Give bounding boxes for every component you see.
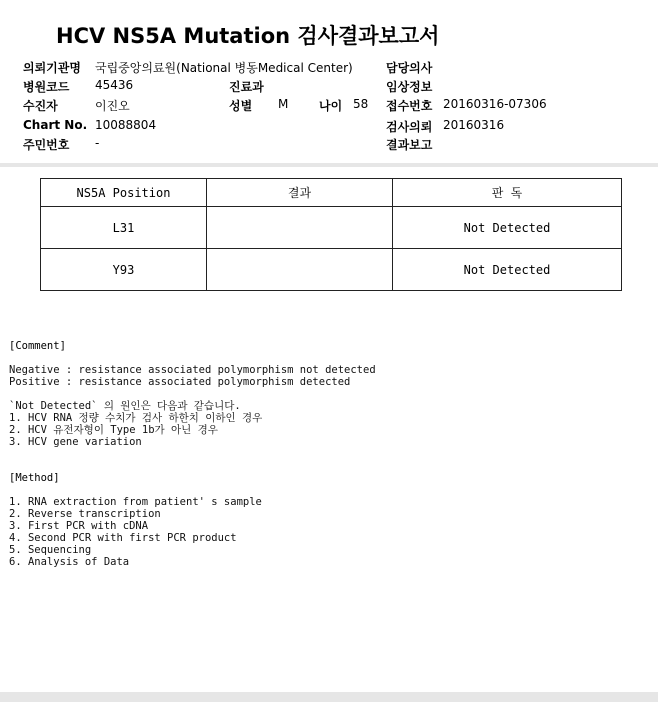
request-date-label: 검사의뢰 <box>386 120 433 134</box>
header-interpretation: 판 독 <box>393 179 622 207</box>
results-table <box>40 178 622 291</box>
method-step: 3. First PCR with cDNA <box>9 520 149 532</box>
method-step: 6. Analysis of Data <box>9 556 130 568</box>
header-position: NS5A Position <box>41 179 207 207</box>
doctor-label: 담당의사 <box>386 61 433 75</box>
footer-divider <box>0 692 658 702</box>
institution-label: 의뢰기관명 <box>23 61 81 75</box>
recipient-value: 이진오 <box>95 99 130 113</box>
reason-item: 1. HCV RNA 정량 수치가 검사 하한치 이하인 경우 <box>9 412 263 424</box>
reason-item: 3. HCV gene variation <box>9 436 142 448</box>
result-cell <box>207 207 393 249</box>
method-heading: [Method] <box>9 472 60 484</box>
request-date-value: 20160316 <box>443 118 505 132</box>
chart-no-label: Chart No. <box>23 118 88 132</box>
comment-line: Positive : resistance associated polymorphism detected <box>9 376 351 388</box>
clinical-info-label: 임상정보 <box>386 80 433 94</box>
recipient-label: 수진자 <box>23 99 58 113</box>
result-report-label: 결과보고 <box>386 138 433 152</box>
table-row <box>41 207 622 249</box>
receipt-no-label: 접수번호 <box>386 99 433 113</box>
hospital-code-value: 45436 <box>95 78 134 92</box>
interpretation-cell: Not Detected <box>393 207 622 249</box>
table-header-row <box>41 179 622 207</box>
age-value: 58 <box>353 97 369 111</box>
sex-label: 성별 <box>229 99 253 113</box>
table-row <box>41 249 622 291</box>
age-label: 나이 <box>319 99 343 113</box>
report-title: HCV NS5A Mutation 검사결과보고서 <box>56 24 440 48</box>
sex-value: M <box>278 97 289 111</box>
position-cell: Y93 <box>41 249 207 291</box>
hospital-code-label: 병원코드 <box>23 80 70 94</box>
resident-no-label: 주민번호 <box>23 138 70 152</box>
dept-label: 진료과 <box>229 80 264 94</box>
method-step: 5. Sequencing <box>9 544 92 556</box>
comment-heading: [Comment] <box>9 340 66 352</box>
reason-item: 2. HCV 유전자형이 Type 1b가 아닌 경우 <box>9 424 218 436</box>
resident-no-value: - <box>95 136 100 150</box>
header-divider <box>0 163 658 167</box>
header-result: 결과 <box>207 179 393 207</box>
chart-no-value: 10088804 <box>95 118 157 132</box>
position-cell: L31 <box>41 207 207 249</box>
interpretation-cell: Not Detected <box>393 249 622 291</box>
comment-line: Negative : resistance associated polymorphism not detected <box>9 364 376 376</box>
receipt-no-value: 20160316-07306 <box>443 97 547 111</box>
method-step: 1. RNA extraction from patient' s sample <box>9 496 262 508</box>
reasons-intro: `Not Detected` 의 원인은 다음과 같습니다. <box>9 400 241 412</box>
method-step: 4. Second PCR with first PCR product <box>9 532 237 544</box>
institution-value: 국립중앙의료원(National 병동Medical Center) <box>95 61 353 75</box>
method-step: 2. Reverse transcription <box>9 508 161 520</box>
result-cell <box>207 249 393 291</box>
